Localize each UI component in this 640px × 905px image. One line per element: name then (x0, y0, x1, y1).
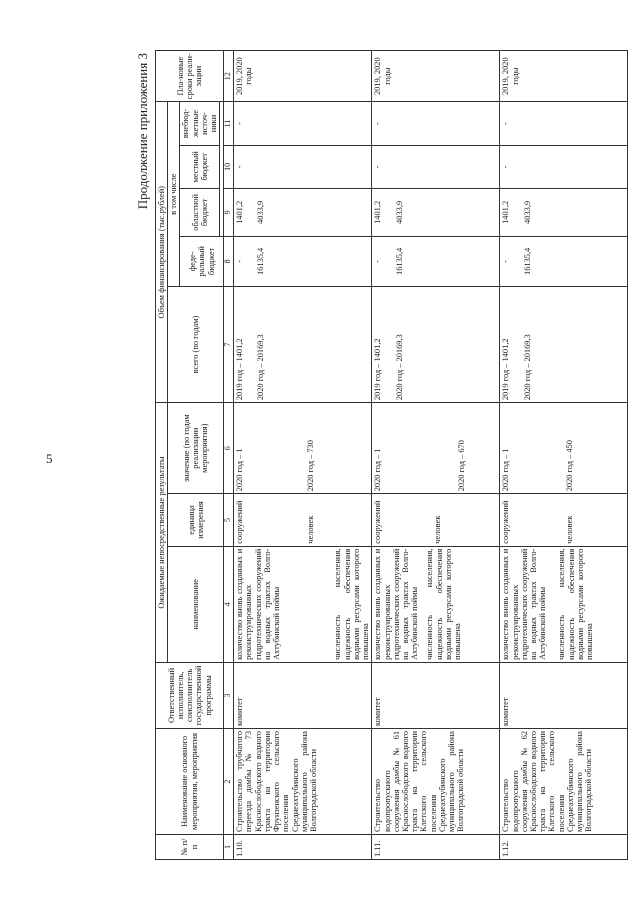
regional-2: 4033,9 (256, 200, 266, 224)
federal-2: 16135,4 (522, 247, 532, 275)
result-unit-1: сооружений (235, 500, 245, 544)
table-row (234, 51, 372, 860)
regional-2: 4033,9 (394, 200, 404, 224)
table-row (372, 51, 500, 860)
row-extra: - (500, 102, 628, 145)
total-2: 2020 год – 20169,3 (522, 334, 532, 401)
row-terms: 2019, 2020 годы (234, 51, 372, 102)
row-total (500, 286, 628, 402)
row-no: 1.11. (372, 834, 500, 859)
row-results-units (500, 494, 628, 546)
col-number: 3 (224, 662, 234, 728)
row-federal (372, 236, 500, 286)
federal-1: - (373, 259, 383, 263)
header-total: всего (по годам) (168, 286, 224, 402)
program-activities-table (155, 50, 628, 860)
page-number: 5 (46, 451, 53, 466)
row-total (234, 286, 372, 402)
row-extra: - (372, 102, 500, 145)
result-value-2: 2020 год – 450 (564, 440, 574, 492)
row-total (372, 286, 500, 402)
row-local: - (372, 145, 500, 188)
header-federal: феде-ральный бюджет (180, 236, 224, 286)
result-unit-2: человек (564, 515, 574, 544)
result-value-2: 2020 год – 730 (306, 440, 316, 492)
header-local: местный бюджет (180, 145, 220, 188)
header-result-value: значение (по годам реализации мероприятия) (168, 403, 224, 494)
row-activity-name: Строительство водопропускного сооружения дамбы № 62 Краснослободского водного тракта на территории Клетского сельского поселения Среднеахтубинского муниципального района Волгоградской области (500, 728, 628, 834)
federal-1: - (501, 259, 511, 263)
col-number: 11 (224, 102, 234, 145)
row-results-names (500, 546, 628, 662)
rotated-page (133, 15, 640, 870)
total-2: 2020 год – 20169,3 (394, 334, 404, 401)
table-row (500, 51, 628, 860)
regional-1: 1401,2 (501, 200, 511, 224)
row-extra: - (234, 102, 372, 145)
result-name-2: численность населения, надежность обеспечения водными ресурсами которого повышена (425, 548, 463, 660)
result-name-2: численность населения, надежность обеспечения водными ресурсами которого повышена (557, 548, 595, 660)
row-no: 1.12. (500, 834, 628, 859)
row-results-values (500, 403, 628, 494)
row-federal (500, 236, 628, 286)
header-regional: областной бюджет (180, 188, 220, 236)
result-value-1: 2020 год – 1 (235, 448, 245, 492)
row-no: 1.10. (234, 834, 372, 859)
row-results-names (234, 546, 372, 662)
row-responsible: комитет (372, 662, 500, 728)
col-number: 4 (224, 546, 234, 662)
col-number: 1 (224, 834, 234, 859)
total-1: 2019 год – 1401,2 (373, 338, 383, 401)
row-results-values (372, 403, 500, 494)
col-number: 9 (224, 188, 234, 236)
row-federal (234, 236, 372, 286)
header-result-unit: единица измерения (168, 494, 224, 546)
result-name-1: количество вновь созданных и реконструированных гидротехнических сооружений на водных трактах Волго-Ахтубинской поймы (235, 548, 282, 660)
total-1: 2019 год – 1401,2 (501, 338, 511, 401)
row-responsible: комитет (234, 662, 372, 728)
row-responsible: комитет (500, 662, 628, 728)
row-local: - (234, 145, 372, 188)
col-number: 2 (224, 728, 234, 834)
row-results-values (234, 403, 372, 494)
row-regional (234, 188, 372, 236)
result-value-1: 2020 год – 1 (501, 448, 511, 492)
header-no: № п/п (156, 834, 224, 859)
row-terms: 2019, 2020 годы (372, 51, 500, 102)
result-value-2: 2020 год – 670 (456, 440, 466, 492)
row-activity-name: Строительство водопропускного сооружения дамбы № 61 Краснослободского водного тракта на территории Клетского сельского поселения Среднеахтубинского муниципального района Волгоградской области (372, 728, 500, 834)
header-funding: Объем финансирования (тыс.рублей) (156, 102, 168, 403)
result-unit-1: сооружений (373, 500, 383, 544)
col-number: 8 (224, 236, 234, 286)
federal-2: 16135,4 (394, 247, 404, 275)
header-result-name: наименование (168, 546, 224, 662)
row-activity-name: Строительство трубчатого переезда дамбы № 73 Краснослободского водного тракта на территории Фрунзенского сельского поселения Среднеахтубинского муниципального района Волгоградской области (234, 728, 372, 834)
row-terms: 2019, 2020 годы (500, 51, 628, 102)
col-number: 12 (224, 51, 234, 102)
result-unit-1: сооружений (501, 500, 511, 544)
result-value-1: 2020 год – 1 (373, 448, 383, 492)
regional-1: 1401,2 (373, 200, 383, 224)
result-name-2: численность населения, надежность обеспечения водными ресурсами которого повышена (333, 548, 371, 660)
regional-1: 1401,2 (235, 200, 245, 224)
row-results-names (372, 546, 500, 662)
row-regional (500, 188, 628, 236)
regional-2: 4033,9 (522, 200, 532, 224)
result-unit-2: человек (432, 515, 442, 544)
header-responsible: Ответственный исполнитель, соисполнитель государственной программы (156, 662, 224, 728)
header-row-1 (156, 51, 168, 860)
row-local: - (500, 145, 628, 188)
row-results-units (234, 494, 372, 546)
row-regional (372, 188, 500, 236)
column-number-row (224, 51, 234, 860)
col-number: 5 (224, 494, 234, 546)
col-number: 10 (224, 145, 234, 188)
result-name-1: количество вновь созданных и реконструированных гидротехнических сооружений на водных трактах Волго-Ахтубинской поймы (373, 548, 420, 660)
result-unit-2: человек (306, 515, 316, 544)
federal-2: 16135,4 (256, 247, 266, 275)
header-results: Ожидаемые непосредственные результаты (156, 403, 168, 663)
header-incl: в том числе (168, 102, 180, 287)
col-number: 6 (224, 403, 234, 494)
federal-1: - (235, 259, 245, 263)
appendix-heading: Продолжение приложения 3 (135, 53, 150, 210)
result-name-1: количество вновь созданных и реконструированных гидротехнических сооружений на водных трактах Волго-Ахтубинской поймы (501, 548, 548, 660)
header-terms: Пла-новые сроки реали-зации (156, 51, 224, 102)
col-number: 7 (224, 286, 234, 402)
header-extra: внебюд-жетные источ-ники (180, 102, 220, 145)
row-results-units (372, 494, 500, 546)
header-name: Наименование основного мероприятия, мероприятия (156, 728, 224, 834)
total-1: 2019 год – 1401,2 (235, 338, 245, 401)
total-2: 2020 год – 20169,3 (256, 334, 266, 401)
